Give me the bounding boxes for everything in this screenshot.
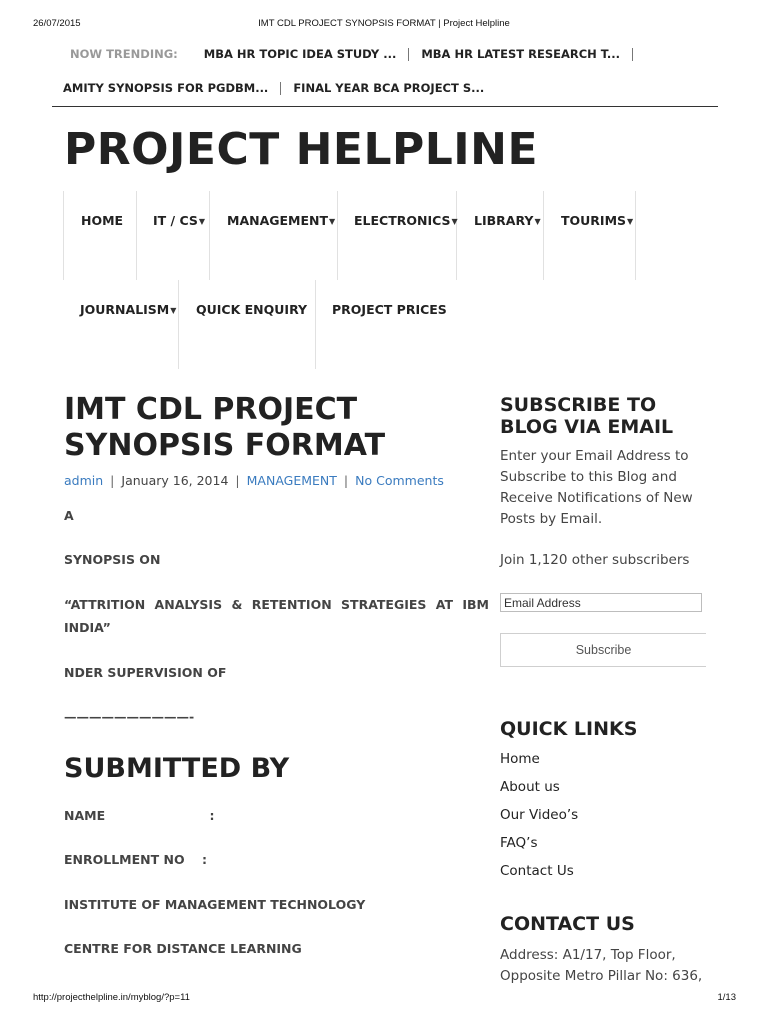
post-comments-link[interactable]: No Comments [355,473,444,488]
meta-divider: | [343,473,349,488]
post-title: IMT CDL PROJECT SYNOPSIS FORMAT [64,392,386,463]
nav-item-quick-enquiry[interactable] [179,280,316,369]
email-input[interactable] [500,593,702,612]
nav-label: TOURIMS [561,213,627,228]
submitted-by-heading: SUBMITTED BY [64,753,290,784]
post-category-link[interactable]: MANAGEMENT [246,473,337,488]
trending-link[interactable]: FINAL YEAR BCA PROJECT S... [293,81,485,95]
nav-label: LIBRARY [474,213,534,228]
nav-item-library[interactable] [457,191,544,280]
quick-link-faqs[interactable]: FAQ’s [500,835,538,851]
print-date: 26/07/2015 [33,18,81,29]
main-nav [0,0,768,370]
quick-link-contact-us[interactable]: Contact Us [500,863,574,879]
chevron-down-icon: ▼ [170,306,177,315]
body-line: “ATTRITION ANALYSIS & RETENTION STRATEGIES AT IBM INDIA” [64,597,489,635]
quick-link-about-us[interactable]: About us [500,779,560,795]
body-line: SYNOPSIS ON [64,552,161,567]
nav-label: JOURNALISM [80,302,170,317]
post-author-link[interactable]: admin [64,473,104,488]
chevron-down-icon: ▼ [329,217,336,226]
nav-label: HOME [81,213,124,228]
nav-label: ELECTRONICS [354,213,451,228]
nav-item-project-prices[interactable] [316,280,446,369]
print-page-number: 1/13 [717,992,736,1003]
print-url: http://projecthelpline.in/myblog/?p=11 [33,992,190,1003]
nav-item-electronics[interactable] [338,191,457,280]
chevron-down-icon: ▼ [451,217,458,226]
contact-address: Address: A1/17, Top Floor, Opposite Metro Pillar No: 636, [500,947,703,984]
field-line: NAME : [64,808,215,823]
body-line: NDER SUPERVISION OF [64,665,227,680]
subscribe-button[interactable]: Subscribe [500,633,706,667]
meta-divider: | [110,473,115,488]
nav-label: MANAGEMENT [227,213,329,228]
chevron-down-icon: ▼ [534,217,541,226]
subscribe-text: Enter your Email Address to Subscribe to this Blog and Receive Notifications of New Posts by Email. [500,448,693,527]
nav-item-journalism[interactable] [63,280,179,369]
nav-label: QUICK ENQUIRY [196,302,308,317]
post-meta [64,473,444,488]
trending-link[interactable]: MBA HR LATEST RESEARCH T... [421,47,620,61]
meta-divider: | [235,473,240,488]
chevron-down-icon: ▼ [198,217,206,226]
print-title: IMT CDL PROJECT SYNOPSIS FORMAT | Project Helpline [258,18,510,29]
nav-item-home[interactable] [63,191,137,280]
site-title[interactable]: PROJECT HELPLINE [64,124,539,175]
field-line: INSTITUTE OF MANAGEMENT TECHNOLOGY [64,897,366,912]
nav-label: PROJECT PRICES [332,302,447,317]
subscriber-count: Join 1,120 other subscribers [500,552,690,568]
subscribe-heading: SUBSCRIBE TO BLOG VIA EMAIL [500,394,674,438]
nav-item-it-cs[interactable] [137,191,210,280]
field-line: ENROLLMENT NO : [64,852,207,867]
body-line: A [64,508,74,523]
quick-link-our-videos[interactable]: Our Video’s [500,807,579,823]
nav-item-management[interactable] [210,191,338,280]
nav-item-tourims[interactable] [544,191,636,280]
chevron-down-icon: ▼ [627,217,634,226]
nav-label: IT / CS [153,213,198,228]
trending-link[interactable]: MBA HR TOPIC IDEA STUDY ... [203,47,397,61]
quick-links-heading: QUICK LINKS [500,718,638,740]
post-date: January 16, 2014 [121,473,229,488]
trending-label: NOW TRENDING: [70,47,178,61]
field-line: CENTRE FOR DISTANCE LEARNING [64,941,302,956]
body-line: ——————————- [64,709,195,724]
trending-link[interactable]: AMITY SYNOPSIS FOR PGDBM... [63,81,269,95]
quick-link-home[interactable]: Home [500,751,540,767]
contact-heading: CONTACT US [500,913,635,935]
